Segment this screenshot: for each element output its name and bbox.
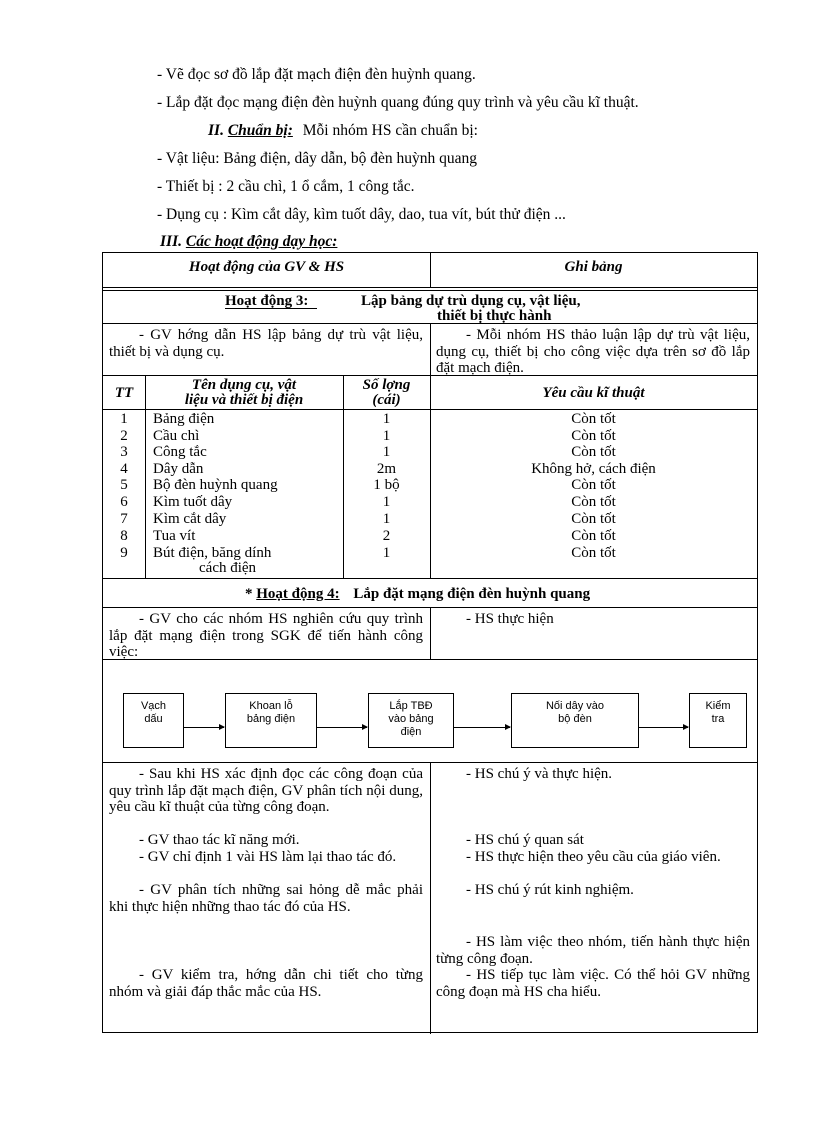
row-tt: 6 [120,494,128,510]
hs-step-groupwork: - HS làm việc theo nhóm, tiến hành thực hiện từng công đoạn. [436,934,750,967]
col-requirement: Yêu cầu kĩ thuật [542,385,645,401]
row-tt: 2 [120,428,128,444]
row-qty: 2 [382,528,391,544]
gv-research-text: - GV cho các nhóm HS nghiên cứu quy trình lắp đặt mạng điện trong SGK để tiến hành công việc: [109,611,423,660]
row-name: Dây dẫn [153,461,204,477]
row-requirement: Còn tốt [571,477,616,493]
col-name-line1: Tên dụng cụ, vật [191,377,297,393]
row-tt: 7 [120,511,128,527]
gv-step-demo: - GV thao tác kĩ năng mới. [139,832,300,848]
flow-step-line: bảng điện [246,713,296,725]
activities-heading [160,233,337,251]
hs-step-learn: - HS chú ý rút kinh nghiệm. [466,882,634,898]
activity3-title-line2: thiết bị thực hành [437,308,552,324]
row-qty: 1 [382,545,391,561]
row-requirement: Còn tốt [571,411,616,427]
row-name: Kìm cắt dây [153,511,227,527]
row-name: Bút điện, băng dính [153,545,272,561]
row-qty: 2m [376,461,397,477]
row-requirement: Không hở, cách điện [531,461,656,477]
hs-step-observe: - HS chú ý quan sát [466,832,584,848]
flow-step-line: Kiểm [705,700,731,712]
hs-research-text: - HS thực hiện [466,611,554,627]
row-name-cont: cách điện [199,560,257,576]
preparation-number: II. [208,122,224,139]
row-tt: 5 [120,477,128,493]
row-requirement: Còn tốt [571,494,616,510]
flow-step-line: vào bảng [388,713,434,725]
activity3-underline [225,308,317,309]
gv-step-errors: - GV phân tích những sai hỏng dễ mắc phải khi thực hiện những thao tác đó của HS. [109,882,423,915]
row-name: Cầu chì [153,428,200,444]
flow-step-line: dấu [144,713,163,725]
row-qty: 1 [382,511,391,527]
row-name: Bảng điện [153,411,215,427]
activity4-star: * [245,586,253,602]
lesson-table [102,252,758,1033]
row-qty: 1 [382,428,391,444]
col-name-line2: liệu và thiết bị điện [184,392,304,408]
flow-step-mounting [368,693,454,748]
row-tt: 3 [120,444,128,460]
flow-step-line: bộ đèn [558,713,592,725]
preparation-title: Chuẩn bị: [227,122,293,139]
flow-arrow [317,727,367,728]
activities-title: Các hoạt động dạy học: [185,233,338,250]
row-name: Tua vít [153,528,196,544]
activity3-title-line1: Lập bảng dự trù dụng cụ, vật liệu, [361,293,581,309]
row-tt: 9 [120,545,128,561]
hs-step-attention: - HS chú ý và thực hiện. [466,766,613,782]
row-tt: 4 [120,461,128,477]
preparation-heading [208,122,478,140]
hs-step-perform: - HS thực hiện theo yêu cầu của giáo viên. [466,849,721,865]
flow-step-line: điện [400,726,422,738]
row-qty: 1 bộ [373,477,400,493]
flow-step-line: Vạch [140,700,167,712]
flow-step-drilling [225,693,317,748]
row-requirement: Còn tốt [571,444,616,460]
row-name: Công tắc [153,444,207,460]
activity4-title: Lắp đặt mạng điện đèn huỳnh quang [353,586,591,602]
hs-step-continue: - HS tiếp tục làm việc. Có thể hỏi GV những công đoạn mà HS cha hiểu. [436,967,750,1000]
header-board: Ghi bảng [564,259,623,275]
col-tt: TT [114,385,134,401]
activity4-heading [245,586,590,603]
row-requirement: Còn tốt [571,511,616,527]
flow-arrow [454,727,510,728]
materials-line: - Vật liệu: Bảng điện, dây dẫn, bộ đèn huỳnh quang [157,150,477,167]
flow-arrow [639,727,688,728]
flow-step-line: Lắp TBĐ [389,700,433,712]
objective-drawing: - Vẽ đọc sơ đồ lắp đặt mạch điện đèn huỳnh quang. [157,66,476,83]
row-qty: 1 [382,411,391,427]
row-requirement: Còn tốt [571,428,616,444]
flow-step-line: tra [711,713,725,725]
gv-step-repeat: - GV chỉ định 1 vài HS làm lại thao tác đó. [139,849,397,865]
flow-step-wiring [511,693,639,748]
objective-installing: - Lắp đặt đọc mạng điện đèn huỳnh quang đúng quy trình và yêu cầu kĩ thuật. [157,94,639,111]
col-qty-line1: Số lợng [362,377,411,393]
row-requirement: Còn tốt [571,545,616,561]
row-qty: 1 [382,444,391,460]
equipment-line: - Thiết bị : 2 cầu chì, 1 ổ cắm, 1 công tắc. [157,178,415,195]
hs-planning-text: - Mỗi nhóm HS thảo luận lập dự trù vật liệu, dụng cụ, thiết bị cho công việc dựa trên sơ đồ lắp đặt mạch điện. [436,327,750,376]
activity4-label: Hoạt động 4: [256,586,340,602]
tools-line: - Dụng cụ : Kìm cắt dây, kìm tuốt dây, dao, tua vít, bút thử điện ... [157,206,566,223]
activity3-label: Hoạt động 3: [225,293,309,309]
gv-step-check: - GV kiểm tra, hớng dẫn chi tiết cho từng nhóm và giải đáp thắc mắc của HS. [109,967,423,1000]
gv-step-analysis: - Sau khi HS xác định đọc các công đoạn của quy trình lắp đặt mạch điện, GV phân tích nội dung, yêu cầu kĩ thuật của từng công đoạn. [109,766,423,815]
row-qty: 1 [382,494,391,510]
flow-step-line: Khoan lỗ [249,700,293,712]
flow-step-line: Nối dây vào [545,700,605,712]
row-name: Bộ đèn huỳnh quang [153,477,278,493]
col-qty-line2: (cái) [372,392,401,408]
row-requirement: Còn tốt [571,528,616,544]
row-tt: 1 [120,411,128,427]
activities-number: III. [160,233,182,250]
flow-arrow [184,727,224,728]
row-name: Kìm tuốt dây [153,494,233,510]
flow-step-marking [123,693,184,748]
flow-step-checking [689,693,747,748]
row-tt: 8 [120,528,128,544]
preparation-text: Mỗi nhóm HS cần chuẩn bị: [302,122,478,139]
header-teacher-student: Hoạt động của GV & HS [188,259,345,275]
gv-planning-text: - GV hớng dẫn HS lập bảng dự trù vật liệu, thiết bị và dụng cụ. [109,327,423,360]
